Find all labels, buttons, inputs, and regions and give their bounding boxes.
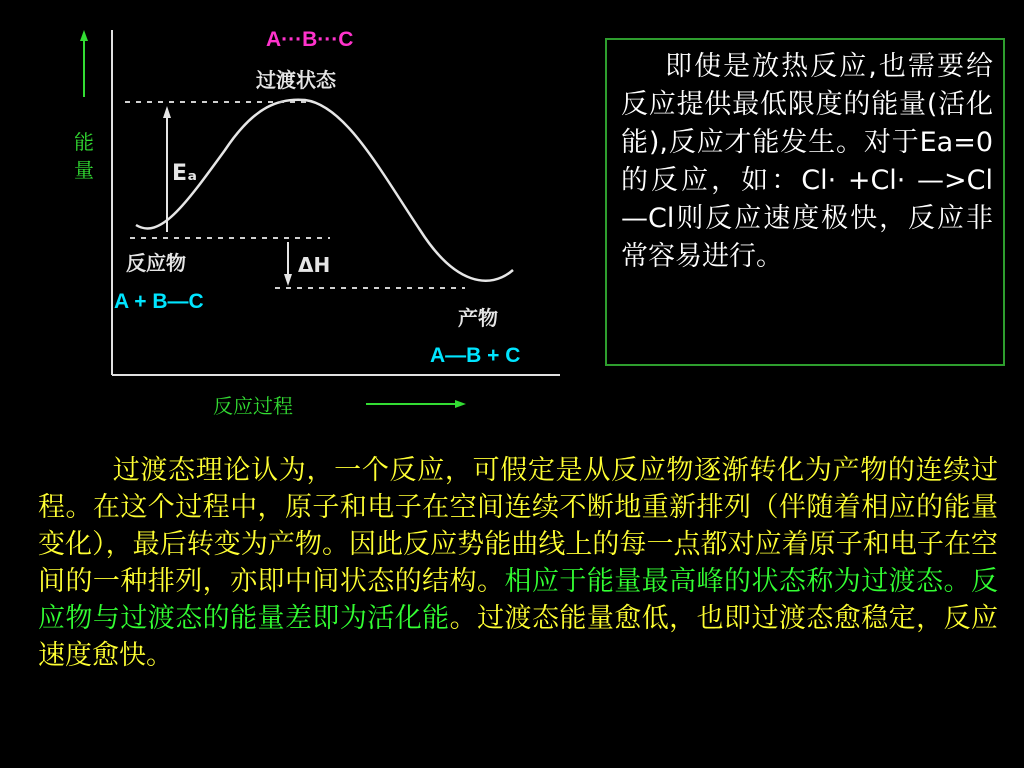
delta-h-arrow — [284, 242, 292, 286]
paragraph-highlight: 相应于能量最高峰的状态称为过渡态。反应物与过渡态的能量差即为活化能 — [38, 566, 998, 634]
x-axis-label: 反应过程 — [213, 394, 293, 418]
transition-state-label: 过渡状态 — [256, 68, 336, 92]
paragraph-part2: 。过渡态能量愈低，也即过渡态愈稳定，反应速度愈快。 — [38, 603, 999, 671]
product-label: 产物 — [458, 306, 498, 330]
note-box — [605, 38, 1005, 366]
ea-arrow — [163, 106, 171, 232]
reactant-formula: A + B—C — [114, 290, 204, 313]
paragraph-part1: 过渡态理论认为，一个反应，可假定是从反应物逐渐转化为产物的连续过程。在这个过程中，原子和电子在空间连续不断地重新排列（伴随着相应的能量变化），最后转变为产物。因此反应势能曲线上的每一点都对应着原子和电子在空间的一种排列，亦即中间状态的结构。 — [38, 455, 998, 597]
note-text: 即使是放热反应,也需要给反应提供最低限度的能量(活化能),反应才能发生。对于Ea=0的反应，如：Cl· +Cl· —>Cl—Cl则反应速度极快，反应非常容易进行。 — [621, 51, 993, 272]
main-paragraph — [38, 452, 998, 674]
x-axis-arrow — [366, 400, 466, 408]
transition-formula: A···B···C — [266, 28, 354, 51]
ea-label: Eₐ — [172, 161, 198, 186]
y-axis-arrow — [80, 30, 88, 97]
y-axis-label-bottom: 量 — [74, 158, 94, 182]
reactant-label: 反应物 — [126, 251, 186, 275]
delta-h-label: ΔH — [298, 253, 331, 277]
y-axis-label-top: 能 — [74, 130, 94, 154]
product-formula: A—B + C — [430, 344, 521, 367]
